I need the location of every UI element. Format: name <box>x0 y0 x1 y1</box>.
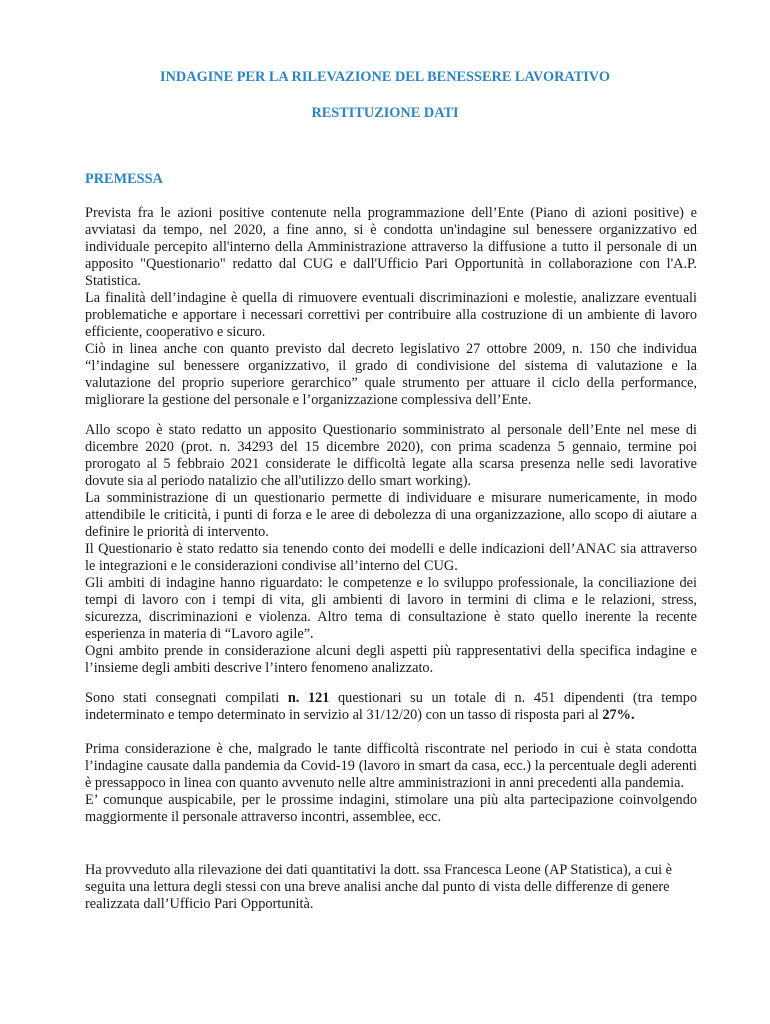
paragraph <box>85 690 697 724</box>
premessa-block <box>85 205 697 409</box>
paragraph: Prima considerazione è che, malgrado le tante difficoltà riscontrate nel periodo in cui è stata condotta l’indagine causate dalla pandemia da Covid-19 (lavoro in smart da casa, ecc.) la percentuale degli aderenti è pressappoco in linea con quanto avvenuto nelle altre amministrazioni in anni precedenti alla pandemia. <box>85 741 697 791</box>
text-run: Sono stati consegnati compilati <box>85 690 288 706</box>
risposte-block <box>85 690 697 724</box>
paragraph: Ha provveduto alla rilevazione dei dati quantitativi la dott. ssa Francesca Leone (AP Statistica), a cui è seguita una lettura degli stessi con una breve analisi anche dal punto di vista delle differenze di genere realizzata dall’Ufficio Pari Opportunità. <box>85 862 673 912</box>
analisi-block <box>85 862 697 913</box>
paragraph: La finalità dell’indagine è quella di rimuovere eventuali discriminazioni e molestie, analizzare eventuali problematiche e apportare i necessari correttivi per contribuire alla costruzione di un ambiente di lavoro efficiente, cooperativo e sicuro. <box>85 290 697 340</box>
paragraph: Prevista fra le azioni positive contenute nella programmazione dell’Ente (Piano di azioni positive) e avviatasi da tempo, nel 2020, a fine anno, si è condotta un'indagine sul benessere organizzativo ed individuale percepito all'interno della Amministrazione attraverso la diffusione a tutto il personale di un apposito "Questionario" redatto dal CUG e dall'Ufficio Pari Opportunità in collaborazione con l'A.P. Statistica. <box>85 205 697 289</box>
paragraph: E’ comunque auspicabile, per le prossime indagini, stimolare una più alta partecipazione coinvolgendo maggiormente il personale attraverso incontri, assemblee, ecc. <box>85 792 697 825</box>
text-run: questionari su un totale di n. 451 dipendenti (tra tempo indeterminato e tempo determinato in servizio al 31/12/20) con un tasso di risposta pari al <box>85 690 698 723</box>
paragraph: Ciò in linea anche con quanto previsto dal decreto legislativo 27 ottobre 2009, n. 150 che individua “l’indagine sul benessere organizzativo, il grado di condivisione del sistema di valutazione e la valutazione del proprio superiore gerarchico” quale strumento per attuare il ciclo della performance, migliorare la gestione del personale e l’organizzazione complessiva dell’Ente. <box>85 341 697 408</box>
paragraph: Gli ambiti di indagine hanno riguardato: le competenze e lo sviluppo professionale, la conciliazione dei tempi di lavoro con i tempi di vita, gli ambienti di lavoro in termini di clima e le relazioni, stress, sicurezza, discriminazioni e violenza. Altro tema di consultazione è stato quello inerente la recente esperienza in materia di “Lavoro agile”. <box>85 575 697 642</box>
document-title: INDAGINE PER LA RILEVAZIONE DEL BENESSERE LAVORATIVO <box>160 69 610 85</box>
section-heading-premessa: PREMESSA <box>85 171 163 187</box>
considerazioni-block <box>85 741 697 826</box>
response-count: n. 121 <box>287 690 330 706</box>
questionario-block <box>85 422 697 677</box>
paragraph: Ogni ambito prende in considerazione alcuni degli aspetti più rappresentativi della specifica indagine e l’insieme degli ambiti descrive l’intero fenomeno analizzato. <box>85 643 697 676</box>
paragraph: Allo scopo è stato redatto un apposito Questionario somministrato al personale dell’Ente nel mese di dicembre 2020 (prot. n. 34293 del 15 dicembre 2020), con prima scadenza 5 gennaio, termine poi prorogato al 5 febbraio 2021 considerate le difficoltà legate alla scarsa presenza nelle sedi lavorative dovute sia al periodo natalizio che all'utilizzo dello smart working). <box>85 422 697 489</box>
paragraph: Il Questionario è stato redatto sia tenendo conto dei modelli e delle indicazioni dell’ANAC sia attraverso le integrazioni e le considerazioni condivise all’interno del CUG. <box>85 541 697 574</box>
document-subtitle: RESTITUZIONE DATI <box>311 105 459 121</box>
response-rate: 27%. <box>602 707 635 723</box>
paragraph: La somministrazione di un questionario permette di individuare e misurare numericamente, in modo attendibile le criticità, i punti di forza e le aree di debolezza di una organizzazione, allo scopo di aiutare a definire le priorità di intervento. <box>85 490 697 540</box>
